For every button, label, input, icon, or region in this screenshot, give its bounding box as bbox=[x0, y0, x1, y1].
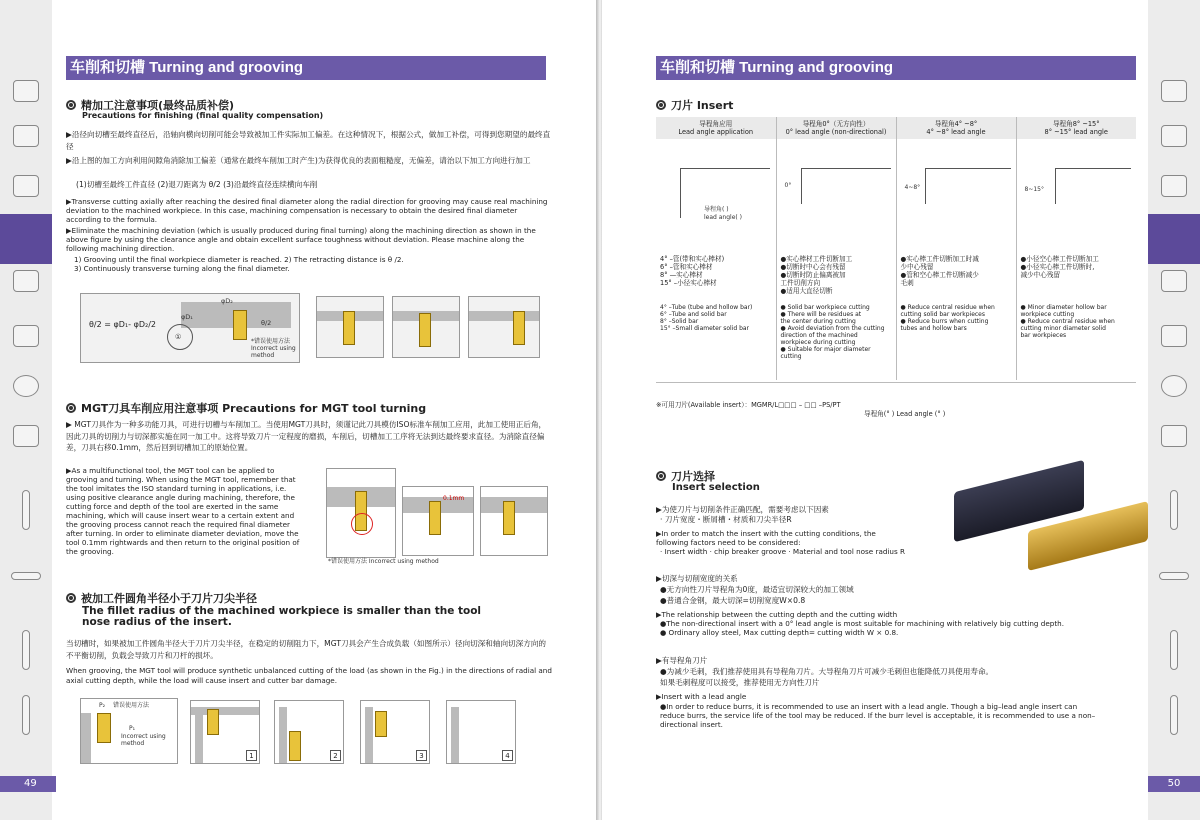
label-wrong: *错误使用方法 Incorrect using method bbox=[251, 338, 296, 359]
wall bbox=[365, 707, 373, 763]
col-header: 导程角0°（无方向性） 0° lead angle (non-directional) bbox=[776, 117, 896, 139]
cell-en: ● Solid bar workpiece cutting ● There will be residues at the center during cutting ● Avoid deviation from the cutting direction of the machined workpiece during cutting ● Suitable for major diameter cutting bbox=[776, 298, 896, 380]
fillet-step-1 bbox=[190, 700, 260, 764]
label-step1: ① bbox=[175, 333, 182, 341]
sel-p3-cn: ▶有导程角刀片 bbox=[656, 656, 708, 665]
available-insert-lead: 导程角(° ) Lead angle (° ) bbox=[864, 410, 946, 418]
label-8-15deg: 8~15° bbox=[1024, 186, 1044, 193]
cell-en: ● Reduce central residue when cutting solid bar workpieces ● Reduce burrs when cutting tubes and hollow bars bbox=[896, 298, 1016, 380]
section-bullet-icon bbox=[66, 403, 76, 413]
finish-step-1 bbox=[316, 296, 384, 358]
label-wrong-cn: 错误使用方法 bbox=[113, 702, 150, 709]
wall bbox=[279, 707, 287, 763]
label-01mm: 0.1mm bbox=[443, 495, 465, 502]
col-header: 导程角4° ~8° 4° ~8° lead angle bbox=[896, 117, 1016, 139]
insert bbox=[429, 501, 441, 535]
page-header-left: 车削和切槽 Turning and grooving bbox=[66, 56, 546, 80]
sel-p3-cn2: ●为减少毛刺，我们推荐使用具有导程角刀片。大导程角刀片可减少毛刺但也能降低刀具使用寿命。 bbox=[660, 667, 994, 676]
sel-p3-en2: ●In order to reduce burrs, it is recommended to use an insert with a lead angle. Though a big–lead angle insert can reduce burrs, the service life of the tool may be reduced. If the burr level is acceptable, it is recommended to use a non–directional insert. bbox=[660, 702, 1096, 729]
wall bbox=[81, 713, 91, 763]
sel-p1-cn2: · 刀片宽度・断屑槽・材质和刀尖半径R bbox=[660, 515, 792, 524]
active-tab-grooving[interactable] bbox=[0, 214, 52, 264]
s3-en: When grooving, the MGT tool will produce synthetic unbalanced cutting of the load (as shown in the Fig.) in the directions of radial and axial cutting depth, while the load will cause insert and cutter bar damage. bbox=[66, 666, 552, 685]
left-tab-strip bbox=[0, 0, 52, 820]
step-number-2: 2 bbox=[330, 750, 341, 761]
insert-small-icon[interactable] bbox=[1161, 425, 1187, 447]
cell-cn: ●实心棒工件切断加工时减 少中心残留 ●管和空心棒工件切断减少 毛刺 bbox=[896, 237, 1016, 298]
sel-p2-cn2: ●无方向性刀片导程角为0度，最适宜切深较大的加工领域 bbox=[660, 585, 854, 594]
tool-edge bbox=[801, 168, 802, 204]
sel-p2-cn3: ●普通合金钢，最大切深=切削宽度W×0.8 bbox=[660, 596, 806, 605]
tool-edge bbox=[680, 168, 681, 218]
s1-en-p1: ▶Transverse cutting axially after reaching the desired final diameter along the radial direction for grooving may cause real machining deviation to the machined workpiece. In this case, machining compensation is necessary to obtain the desired final diameter according to the formula. bbox=[66, 197, 548, 224]
insert-square-icon[interactable] bbox=[1161, 125, 1187, 147]
workpiece bbox=[469, 311, 539, 321]
endmill-icon[interactable] bbox=[22, 695, 30, 735]
toolholder-icon[interactable] bbox=[13, 80, 39, 102]
insert-round-icon[interactable] bbox=[1161, 375, 1187, 397]
tool-edge bbox=[801, 168, 891, 169]
mgt-diagram-3 bbox=[480, 486, 548, 556]
s1-subtitle: Precautions for finishing (final quality compensation) bbox=[82, 111, 324, 120]
tool-edge bbox=[925, 168, 1011, 169]
label-wrong-en: Incorrect using method bbox=[121, 733, 166, 747]
insert-selection-subtitle: Insert selection bbox=[672, 482, 760, 493]
step-number-3: 3 bbox=[416, 750, 427, 761]
insert bbox=[419, 313, 431, 347]
cell-cn: 4° –管(带和实心棒材) 6° –管和实心棒材 8° —实心棒材 15° –小径实心棒材 bbox=[660, 255, 725, 287]
s1-en-p4: 3) Continuously transverse turning along the final diameter. bbox=[74, 264, 290, 273]
col-header: 导程角8° ~15° 8° ~15° lead angle bbox=[1016, 117, 1136, 139]
label-lead-cn: 导程角( ) bbox=[704, 206, 729, 213]
diag-cell bbox=[776, 139, 896, 237]
bar-icon[interactable] bbox=[1159, 572, 1189, 580]
page-number-50: 50 bbox=[1148, 776, 1200, 792]
s1-cn-p1: ▶沿径向切槽至最终直径后，沿轴向横向切削可能会导致被加工件实际加工偏差。在这种情况下，根据公式，做加工补偿，可得到您期望的最终直径 bbox=[66, 130, 551, 151]
cell-en: 4° –Tube (tube and hollow bar) 6° –Tube and solid bar 8° –Solid bar 15° –Small diameter solid bar bbox=[660, 304, 753, 332]
wear-circle bbox=[351, 513, 373, 535]
diag-cell bbox=[656, 139, 776, 237]
label-lead-en: lead angle( ) bbox=[704, 214, 742, 221]
wall bbox=[451, 707, 459, 763]
section-bullet-icon bbox=[656, 471, 666, 481]
sel-p3-cn3: 如果毛刺程度可以接受，推荐使用无方向性刀片 bbox=[660, 678, 820, 687]
right-tab-strip bbox=[1148, 0, 1200, 820]
s3-title: 被加工件圆角半径小于刀片刀尖半径 bbox=[66, 590, 257, 606]
insert-triangle-icon[interactable] bbox=[1161, 175, 1187, 197]
drill-icon[interactable] bbox=[1170, 490, 1178, 530]
insert-small-icon[interactable] bbox=[13, 425, 39, 447]
table-header-row bbox=[656, 117, 1136, 139]
insert-square-icon[interactable] bbox=[13, 125, 39, 147]
fillet-step-3 bbox=[360, 700, 430, 764]
section-bullet-icon bbox=[66, 100, 76, 110]
insert-round-icon[interactable] bbox=[13, 375, 39, 397]
tool-edge bbox=[925, 168, 926, 204]
insert-dimond-icon[interactable] bbox=[1161, 325, 1187, 347]
table-cn-row bbox=[656, 237, 1136, 298]
endmill-icon[interactable] bbox=[1170, 695, 1178, 735]
label-d1: φD₁ bbox=[181, 313, 193, 321]
finish-step-2 bbox=[392, 296, 460, 358]
s3-title-en2: nose radius of the insert. bbox=[82, 616, 232, 628]
sel-p1-en: ▶In order to match the insert with the cutting conditions, the following factors need to be considered: bbox=[656, 529, 876, 547]
drill-icon[interactable] bbox=[22, 490, 30, 530]
s2-cn: ▶ MGT刀具作为一种多功能刀具，可进行切槽与车削加工。当使用MGT刀具时，须谨记此刀具模仿ISO标准车削加工应用，此加工使用正后角，因此刀具的切削力与切深都实施在同一加工中。这将导致刀片一定程度的磨损，车削后，切槽加工工序将无法到达最终要求直径。为消除直径偏差，刀具右移0.1mm，然后回到切槽加工的原始位置。 bbox=[66, 420, 547, 452]
cell-cn: ●小径空心棒工件切断加工 ●小径实心棒工件切断时, 减少中心残留 bbox=[1016, 237, 1136, 298]
insert bbox=[375, 711, 387, 737]
insert-trigon-icon[interactable] bbox=[1161, 270, 1187, 292]
grooving-insert bbox=[233, 310, 247, 340]
table-en-row bbox=[656, 298, 1136, 380]
boring-bar-icon[interactable] bbox=[1170, 630, 1178, 670]
active-tab-grooving[interactable] bbox=[1148, 214, 1200, 264]
label-theta2: θ/2 bbox=[261, 319, 272, 327]
step-number-4: 4 bbox=[502, 750, 513, 761]
fillet-step-4 bbox=[446, 700, 516, 764]
tool-edge bbox=[1055, 168, 1131, 169]
s2-en: ▶As a multifunctional tool, the MGT tool can be applied to grooving and turning. When using the MGT tool, remember that the tool imitates the ISO standard turning in applications, i.e. using positive clearance angle during machining, therefore, the cutting force and depth of the tool are exerted in the same machining, which will cause insert wear to a certain extent and the grooving process cannot reach the required final diameter after turning. In order to eliminate diameter deviation, move the tool 0.1mm rightwards and then return to the original position of the grooving. bbox=[66, 466, 300, 556]
cell-cn: ●实心棒材工件切断加工 ●切断时中心会有残留 ●切断时防止偏离被加 工件切削方向 ●适用大直径切断 bbox=[776, 237, 896, 298]
cell-en: ● Minor diameter hollow bar workpiece cutting ● Reduce central residue when cutting minor diameter solid bar workpieces bbox=[1016, 298, 1136, 380]
s1-en-p2: ▶Eliminate the machining deviation (which is usually produced during final turning) along the machining direction as shown in the above figure by using the clearance angle and obtain excellent surface toughness without deviation. Please machine along the following machining direction. bbox=[66, 226, 536, 253]
s1-cn-p2: ▶沿上图的加工方向利用间隙角消除加工偏差（通常在最终车削加工时产生)为获得优良的表面粗糙度，无偏差，请治以下加工方向进行加工 bbox=[66, 156, 531, 165]
insert-title: 刀片 Insert bbox=[656, 97, 733, 113]
fillet-diagram bbox=[80, 698, 178, 764]
right-page bbox=[602, 0, 1200, 820]
insert bbox=[97, 713, 111, 743]
insert bbox=[513, 311, 525, 345]
s1-title: 精加工注意事项(最终品质补偿) bbox=[66, 97, 234, 113]
sel-p2-en2: ●The non-directional insert with a 0° lead angle is most suitable for machining with relatively big cutting depth. bbox=[660, 619, 1064, 628]
col-header: 导程角应用 Lead angle application bbox=[678, 120, 754, 136]
section-bullet-icon bbox=[66, 593, 76, 603]
diag-cell bbox=[896, 139, 1016, 237]
insert bbox=[343, 311, 355, 345]
mgt-wrong-caption: *错误使用方法 Incorrect using method bbox=[328, 558, 439, 565]
finishing-diagram bbox=[80, 293, 300, 363]
sel-p1-en2: · Insert width · chip breaker groove · Material and tool nose radius R bbox=[660, 547, 906, 556]
s3-cn: 当切槽时，如果被加工件圆角半径大于刀片刀尖半径，在稳定的切削阻力下，MGT刀具会产生合成负载（如图所示）径向切深和轴向切深方向的不平衡切削，负载会导致刀片和刀杆的损坏。 bbox=[66, 639, 547, 660]
fillet-step-2 bbox=[274, 700, 344, 764]
sel-p2-en3: ● Ordinary alloy steel, Max cutting depth= cutting width W × 0.8. bbox=[660, 628, 899, 637]
left-page bbox=[0, 0, 598, 820]
available-insert: ※可用刀片(Available insert）：MGMR/L□□□ – □□ –PS/PT bbox=[656, 401, 841, 409]
sel-p2-cn: ▶切深与切削宽度的关系 bbox=[656, 574, 738, 583]
s1-en-p3: 1) Grooving until the final workpiece diameter is reached. 2) The retracting distance is θ /2. bbox=[74, 255, 404, 264]
sel-p1-cn: ▶为使刀片与切削条件正确匹配，需要考虑以下因素 bbox=[656, 505, 829, 514]
label-p2: P₂ bbox=[99, 702, 106, 709]
insert-selection-title: 刀片选择 bbox=[656, 468, 715, 484]
label-p1: P₁ bbox=[129, 725, 136, 732]
sel-p3-en: ▶Insert with a lead angle bbox=[656, 692, 747, 701]
insert bbox=[289, 731, 301, 761]
insert-trigon-icon[interactable] bbox=[13, 270, 39, 292]
table-rule bbox=[656, 382, 1136, 383]
s2-title: MGT刀具车削应用注意事项 Precautions for MGT tool turning bbox=[66, 400, 426, 416]
diag-cell bbox=[1016, 139, 1136, 237]
lead-angle-table bbox=[656, 117, 1136, 380]
step-number-1: 1 bbox=[246, 750, 257, 761]
tool-edge bbox=[1055, 168, 1056, 204]
insert-dimond-icon[interactable] bbox=[13, 325, 39, 347]
finish-step-3 bbox=[468, 296, 540, 358]
s3-title-en1: The fillet radius of the machined workpiece is smaller than the tool bbox=[82, 605, 482, 617]
page-header-right: 车削和切槽 Turning and grooving bbox=[656, 56, 1136, 80]
boring-bar-icon[interactable] bbox=[22, 630, 30, 670]
section-bullet-icon bbox=[656, 100, 666, 110]
mgt-diagram-1 bbox=[326, 468, 396, 558]
bar-icon[interactable] bbox=[11, 572, 41, 580]
label-d2: φD₂ bbox=[221, 297, 233, 305]
s1-cn-p3: (1)切槽至最终工件直径 (2)退刀距离为 θ/2 (3)沿最终直径连续横向车削 bbox=[76, 180, 318, 189]
page-number-49: 49 bbox=[0, 776, 56, 792]
sel-p2-en: ▶The relationship between the cutting depth and the cutting width bbox=[656, 610, 898, 619]
insert bbox=[503, 501, 515, 535]
formula: θ/2 = φD₁- φD₂/2 bbox=[89, 320, 157, 329]
wall bbox=[195, 707, 203, 763]
insert bbox=[207, 709, 219, 735]
toolholder-icon[interactable] bbox=[1161, 80, 1187, 102]
mgt-diagram-2 bbox=[402, 486, 474, 556]
label-4-8deg: 4~8° bbox=[904, 184, 921, 191]
tool-edge bbox=[680, 168, 770, 169]
insert-triangle-icon[interactable] bbox=[13, 175, 39, 197]
label-0deg: 0° bbox=[784, 182, 792, 189]
table-diagram-row bbox=[656, 139, 1136, 237]
